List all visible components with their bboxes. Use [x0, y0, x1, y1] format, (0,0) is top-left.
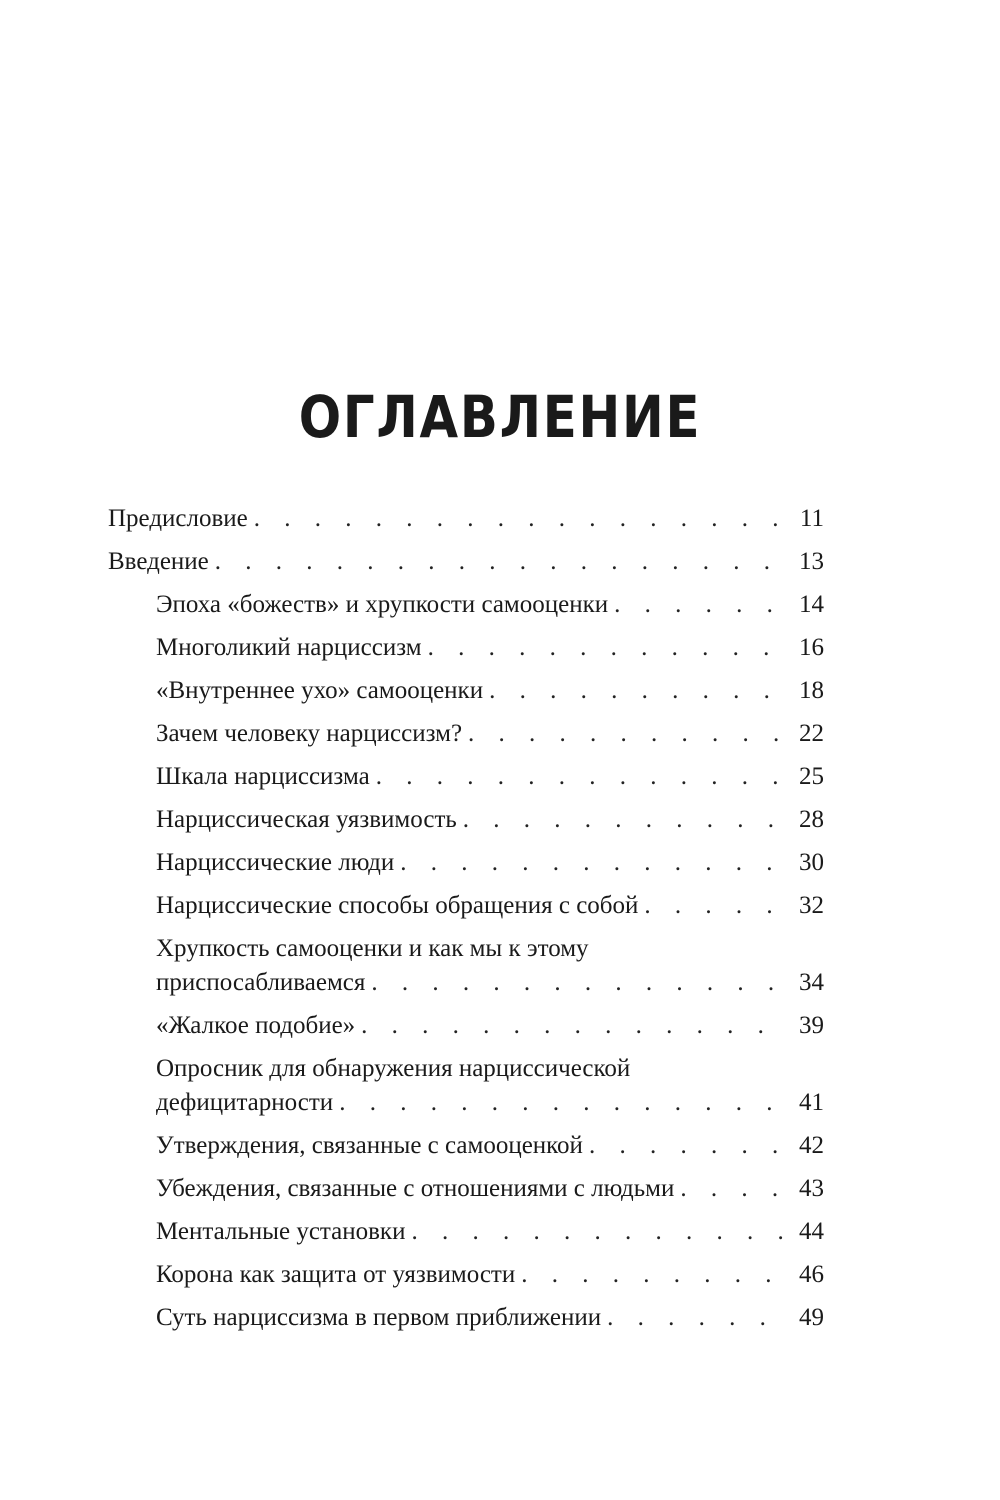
- toc-page-number: 22: [799, 720, 824, 747]
- toc-entry-title: Введение: [108, 548, 209, 575]
- toc-entry-line: [156, 966, 824, 1000]
- toc-entry-line: [156, 1172, 824, 1206]
- toc-entry-title-line: Хрупкость самооценки и как мы к этому: [156, 935, 589, 962]
- toc-entry: [108, 1301, 824, 1335]
- toc-entry-line: [156, 1129, 824, 1163]
- toc-entry-title: Эпоха «божеств» и хрупкости самооценки: [156, 591, 609, 618]
- toc-entry: [108, 932, 824, 1000]
- dot-leader: [589, 1129, 788, 1163]
- toc-entry-title: Ментальные установки: [156, 1218, 406, 1245]
- toc-entry-title: Суть нарциссизма в первом приближении: [156, 1304, 602, 1331]
- dot-leader: [215, 545, 788, 579]
- toc-entry-line: [156, 588, 824, 622]
- toc-page-number: 14: [799, 591, 824, 618]
- toc-entry-title-line: Опросник для обнаружения нарциссической: [156, 1055, 631, 1082]
- toc-page-number: 18: [799, 677, 824, 704]
- toc-entry-title: Нарциссическая уязвимость: [156, 806, 457, 833]
- toc-page-number: 28: [799, 806, 824, 833]
- dot-leader: [254, 502, 788, 536]
- toc-entry-title: «Внутреннее ухо» самооценки: [156, 677, 484, 704]
- toc-entry-title: «Жалкое подобие»: [156, 1012, 356, 1039]
- dot-leader: [468, 717, 788, 751]
- toc-entry: [108, 717, 824, 751]
- dot-leader: [428, 631, 788, 665]
- toc-entry: [108, 1009, 824, 1043]
- toc-entry-line: [108, 502, 824, 536]
- dot-leader: [644, 889, 788, 923]
- dot-leader: [463, 803, 788, 837]
- page-title: ОГЛАВЛЕНИЕ: [298, 383, 702, 451]
- toc-page-number: 11: [799, 505, 824, 532]
- dot-leader: [521, 1258, 788, 1292]
- toc-entry: [108, 1172, 824, 1206]
- toc-entry-line: [156, 1258, 824, 1292]
- dot-leader: [361, 1009, 788, 1043]
- toc-page-number: 25: [799, 763, 824, 790]
- toc-entry-title: Шкала нарциссизма: [156, 763, 370, 790]
- toc-entry: [108, 545, 824, 579]
- toc-entry-line: [156, 889, 824, 923]
- toc-entry: [108, 588, 824, 622]
- toc-entry-line: [156, 1009, 824, 1043]
- dot-leader: [400, 846, 788, 880]
- toc-entry: [108, 889, 824, 923]
- dot-leader: [411, 1215, 788, 1249]
- dot-leader: [371, 966, 788, 1000]
- toc-entry-title: Нарциссические люди: [156, 849, 395, 876]
- toc-entry-title: Многоликий нарциссизм: [156, 634, 422, 661]
- toc-entry: [108, 1129, 824, 1163]
- toc-entry-title: Нарциссические способы обращения с собой: [156, 892, 639, 919]
- toc-entry-line: [156, 760, 824, 794]
- dot-leader: [489, 674, 788, 708]
- toc-entry-title: Убеждения, связанные с отношениями с людьми: [156, 1175, 675, 1202]
- toc-entry: [108, 502, 824, 536]
- toc-entry-title: Утверждения, связанные с самооценкой: [156, 1132, 583, 1159]
- toc-entry-title: дефицитарности: [156, 1089, 334, 1116]
- toc-entry: [108, 1258, 824, 1292]
- dot-leader: [680, 1172, 788, 1206]
- toc-entry-title: приспосабливаемся: [156, 969, 366, 996]
- toc-entry-line: [156, 1086, 824, 1120]
- toc-entry-line: [156, 674, 824, 708]
- toc-entry: [108, 846, 824, 880]
- toc-entry: [108, 760, 824, 794]
- toc-entry-line: [156, 717, 824, 751]
- toc-entry-title: Предисловие: [108, 505, 248, 532]
- toc-entry: [108, 1215, 824, 1249]
- toc-entry: [108, 803, 824, 837]
- toc-entry-line: [156, 1301, 824, 1335]
- toc-page-number: 46: [799, 1261, 824, 1288]
- toc-entry: [108, 631, 824, 665]
- dot-leader: [376, 760, 788, 794]
- toc-page-number: 49: [799, 1304, 824, 1331]
- toc-page-number: 44: [799, 1218, 824, 1245]
- toc-entry-line: [156, 631, 824, 665]
- toc-page-number: 30: [799, 849, 824, 876]
- table-of-contents: [108, 502, 824, 1344]
- toc-entry-line: [108, 545, 824, 579]
- toc-page-number: 16: [799, 634, 824, 661]
- toc-entry-title: Зачем человеку нарциссизм?: [156, 720, 463, 747]
- toc-entry-line: [156, 803, 824, 837]
- toc-page-number: 13: [799, 548, 824, 575]
- dot-leader: [614, 588, 788, 622]
- toc-page-number: 43: [799, 1175, 824, 1202]
- dot-leader: [607, 1301, 788, 1335]
- toc-page-number: 41: [799, 1089, 824, 1116]
- toc-entry: [108, 1052, 824, 1120]
- toc-page-number: 39: [799, 1012, 824, 1039]
- toc-page-number: 34: [799, 969, 824, 996]
- toc-entry: [108, 674, 824, 708]
- dot-leader: [339, 1086, 788, 1120]
- toc-entry-line: [156, 1215, 824, 1249]
- toc-page-number: 32: [799, 892, 824, 919]
- toc-entry-line: [156, 846, 824, 880]
- toc-page-number: 42: [799, 1132, 824, 1159]
- toc-entry-title: Корона как защита от уязвимости: [156, 1261, 516, 1288]
